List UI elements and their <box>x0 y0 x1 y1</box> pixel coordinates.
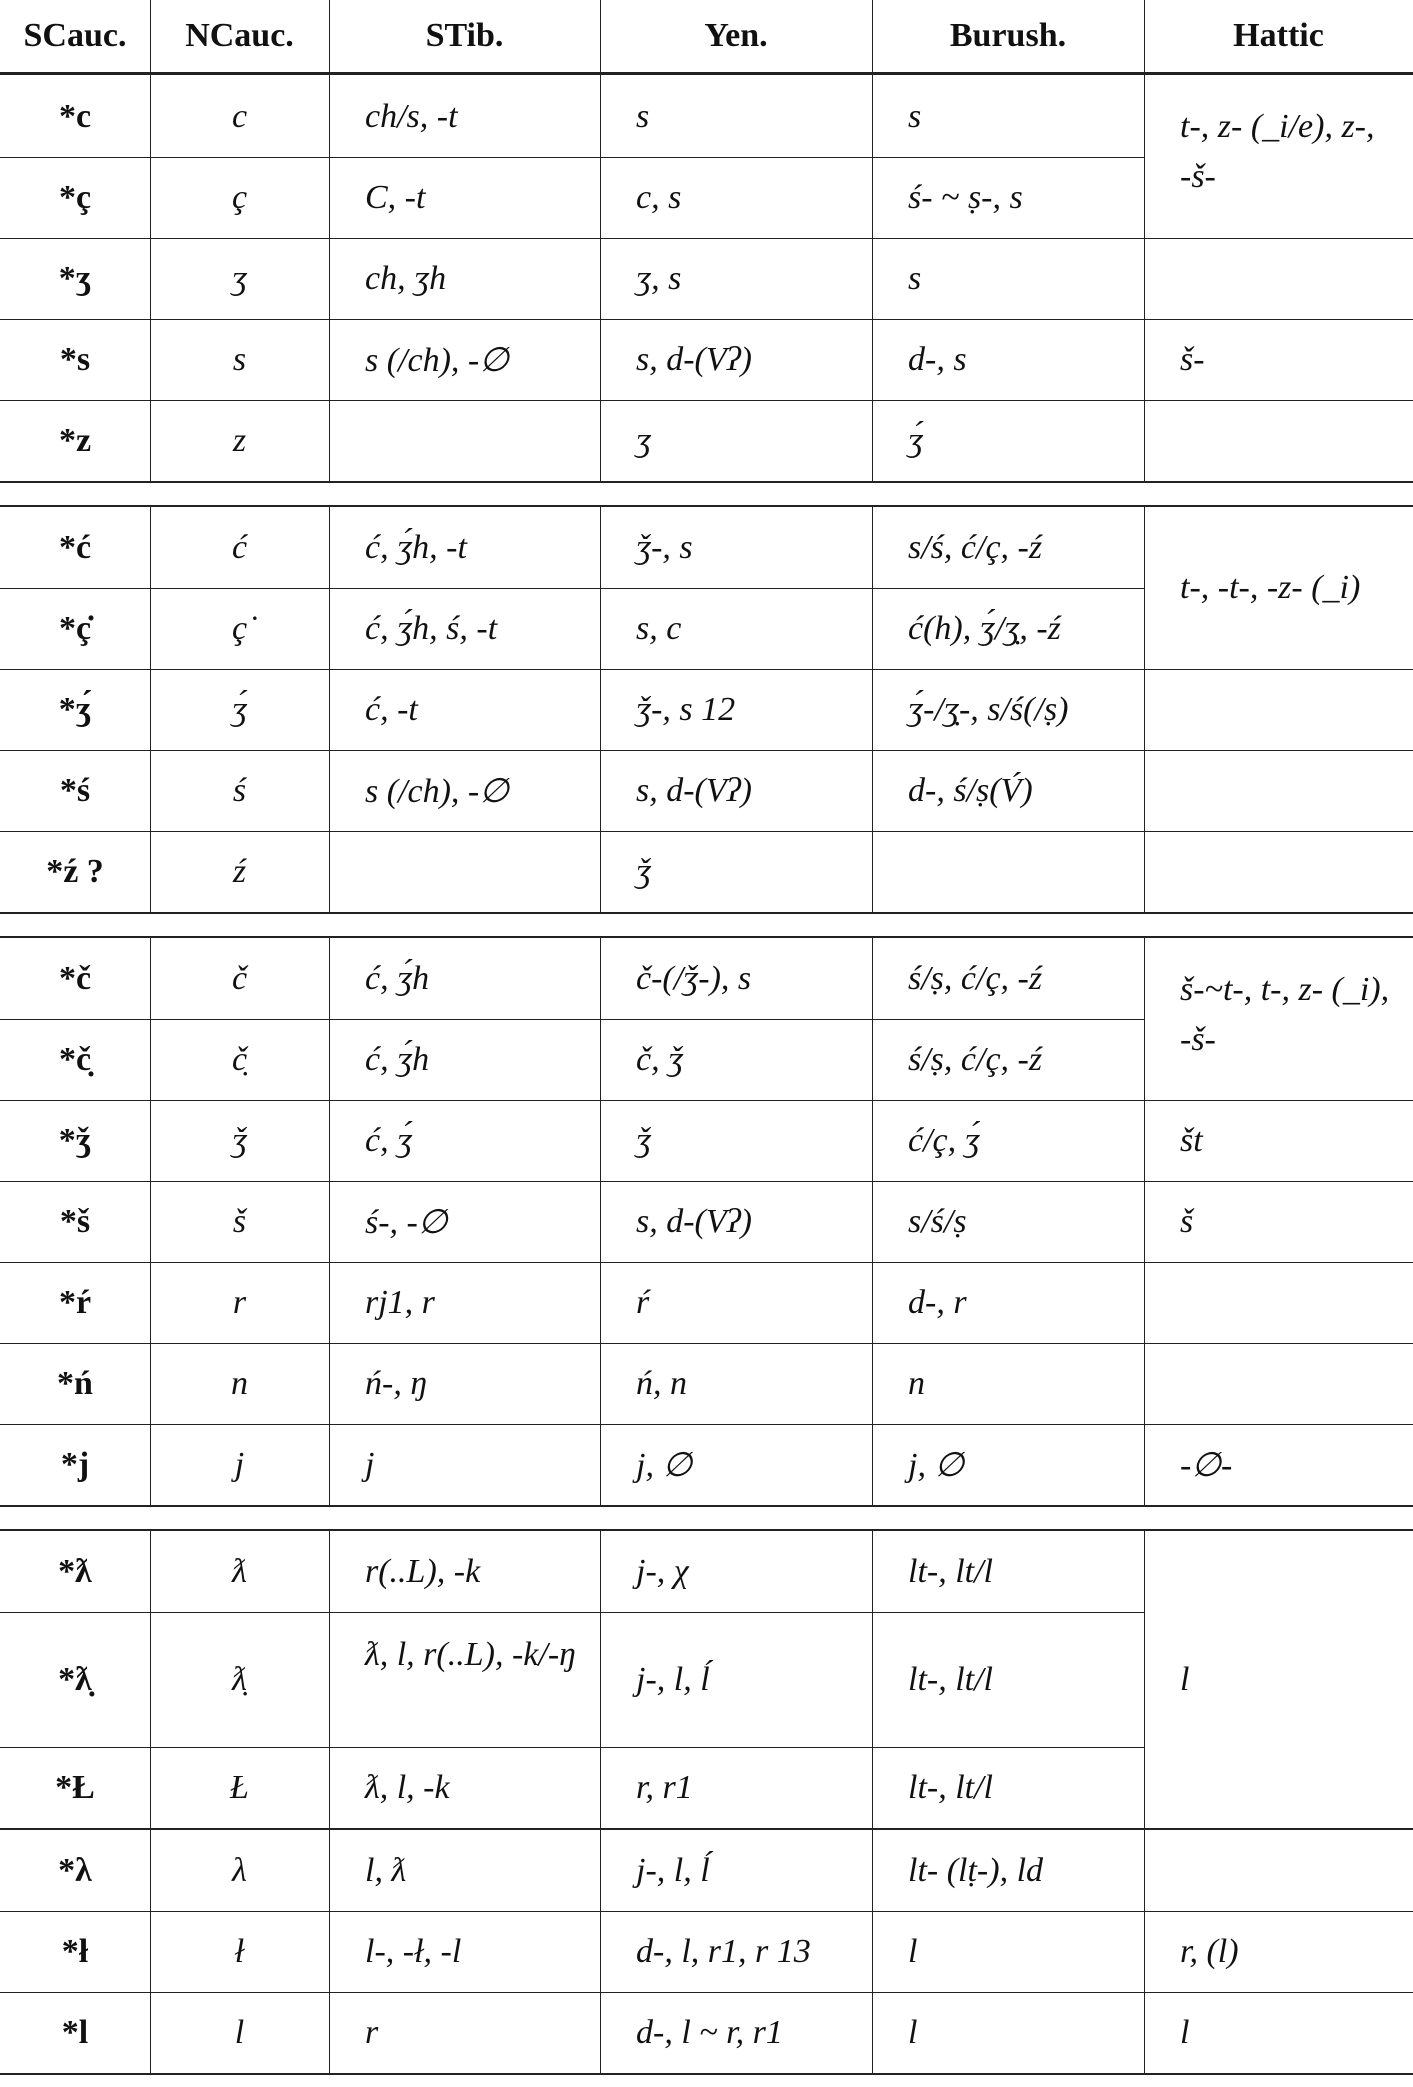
table-cell: s, d-(Vʔ) <box>636 772 752 809</box>
table-cell: s <box>232 341 247 378</box>
table-cell: š <box>232 1203 247 1240</box>
table-cell: j <box>365 1446 375 1483</box>
table-cell: lt- (lṭ-), ld <box>908 1851 1044 1889</box>
header-rule <box>0 72 1413 75</box>
table-cell: *l <box>61 2014 89 2051</box>
table-cell: *c <box>58 97 92 135</box>
table-cell: ʒ <box>636 422 652 459</box>
table-cell: ć, ʒ́h, -t <box>365 528 467 566</box>
table-cell-merged: t-, -t-, -z- (_i) <box>1180 569 1361 606</box>
table-cell: l <box>908 1933 918 1970</box>
table-cell: j-, l, ĺ <box>636 1661 710 1698</box>
table-cell: ź <box>232 853 247 890</box>
table-cell: ć/ç, ʒ́ <box>908 1122 980 1159</box>
table-cell: ʒ́-/ʒ̣-, s/ś(/ṣ) <box>908 691 1069 728</box>
table-cell: lt-, lt/l <box>908 1552 993 1590</box>
table-cell: ć(h), ʒ́/ʒ̣, -ź <box>908 610 1061 647</box>
column-divider <box>872 0 873 2074</box>
table-cell: ʒ́ <box>908 422 924 459</box>
table-cell: s/ś/ṣ <box>908 1203 967 1240</box>
table-cell: *č̣ <box>58 1041 92 1078</box>
table-cell: r, r1 <box>636 1769 693 1806</box>
table-cell: ç̇ <box>231 610 248 647</box>
table-cell: *z <box>58 422 92 459</box>
table-cell: ś/ṣ, ć/ç, -ź <box>908 1041 1043 1078</box>
table-cell: ŕ <box>636 1284 650 1321</box>
table-cell: *ʒ́ <box>58 691 92 728</box>
table-cell-merged: l <box>1180 1660 1190 1698</box>
table-cell: *ǯ <box>58 1122 92 1159</box>
table-cell-merged: t-, z- (_i/e), z-, -š- <box>1180 108 1375 195</box>
table-cell: ʒ, s <box>636 260 682 297</box>
table-cell: s (/ch), -∅ <box>365 342 509 379</box>
table-cell: ǯ <box>636 1122 652 1159</box>
table-cell: l-, -ł, -l <box>365 1933 462 1970</box>
table-cell: r <box>232 1284 247 1321</box>
header-burush: Burush. <box>949 17 1067 54</box>
table-cell: r, (l) <box>1180 1933 1239 1970</box>
table-cell: Ł <box>230 1769 249 1806</box>
table-cell: ƛ̣ <box>232 1661 247 1698</box>
table-cell: ć, ʒ́h <box>365 959 430 997</box>
table-cell: *ç̇ <box>58 610 92 647</box>
table-cell: lt-, lt/l <box>908 1769 993 1806</box>
table-cell: *ł <box>61 1933 89 1970</box>
table-cell: ƛ <box>232 1552 247 1590</box>
table-cell: ć, -t <box>365 691 418 728</box>
table-cell: *Ł <box>55 1769 95 1806</box>
table-cell: s/ś, ć/ç, -ź <box>908 528 1043 566</box>
table-cell: č-(/ǯ-), s <box>636 959 752 997</box>
table-cell: c <box>231 97 248 135</box>
table-cell: n <box>908 1365 925 1402</box>
table-cell: d-, l ~ r, r1 <box>636 2014 783 2051</box>
table-cell: ǯ-, s <box>636 528 693 566</box>
table-cell: *č <box>58 959 92 997</box>
table-cell: j, ∅ <box>636 1447 693 1484</box>
table-cell: j <box>234 1446 245 1483</box>
table-cell: ǯ-, s 12 <box>636 691 736 728</box>
table-cell: *λ <box>58 1851 92 1889</box>
table-cell: s, d-(Vʔ) <box>636 1203 752 1240</box>
table-cell: d-, s <box>908 341 967 378</box>
table-cell: s <box>636 97 650 135</box>
table-cell: *ç <box>58 179 92 216</box>
table-cell: ć, ʒ́ <box>365 1122 413 1159</box>
table-cell: č, ǯ <box>636 1041 684 1078</box>
table-cell: z <box>232 422 247 459</box>
table-cell: j-, χ <box>636 1552 689 1590</box>
table-cell: *j <box>60 1446 90 1483</box>
table-cell: *ń <box>57 1365 93 1402</box>
table-cell: ch, ʒh <box>365 260 447 297</box>
header-ncauc: NCauc. <box>185 17 294 54</box>
table-cell: *š <box>59 1203 91 1240</box>
header-scauc: SCauc. <box>23 17 127 54</box>
table-cell: ń-, ŋ <box>365 1365 427 1402</box>
table-cell: ǯ <box>636 853 652 890</box>
table-cell: l <box>908 2014 918 2051</box>
table-cell: r <box>365 2014 379 2051</box>
table-cell: c, s <box>636 179 682 216</box>
table-cell: s <box>908 260 922 297</box>
table-cell-merged: š-~t-, t-, z- (_i), -š- <box>1180 971 1390 1058</box>
table-cell: ś- ~ ṣ-, s <box>908 179 1023 216</box>
table-cell: *ƛ <box>58 1552 92 1590</box>
table-cell: j, ∅ <box>908 1447 965 1484</box>
table-cell: št <box>1180 1122 1203 1159</box>
table-cell: d-, l, r1, r 13 <box>636 1933 811 1970</box>
table-cell: ch/s, -t <box>365 97 458 135</box>
table-cell: d-, ś/ṣ(V́) <box>908 772 1033 809</box>
table-cell: rj1, r <box>365 1284 435 1321</box>
table-cell: j-, l, ĺ <box>636 1851 710 1889</box>
table-cell: l, ƛ <box>365 1851 407 1889</box>
table-cell: s <box>908 97 922 135</box>
column-divider <box>600 0 601 2074</box>
header-yen: Yen. <box>704 17 768 54</box>
table-cell: ń, n <box>636 1365 687 1402</box>
table-cell: lt-, lt/l <box>908 1661 993 1698</box>
table-cell: s (/ch), -∅ <box>365 773 509 810</box>
table-cell: ǯ <box>231 1122 248 1159</box>
table-cell: š <box>1180 1203 1194 1240</box>
table-cell: *s <box>59 341 91 378</box>
header-hattic: Hattic <box>1233 17 1324 54</box>
table-cell: *ƛ̣ <box>58 1661 92 1698</box>
table-cell: ç <box>231 179 248 216</box>
table-cell: l <box>1180 2014 1190 2051</box>
table-cell: C, -t <box>365 179 426 216</box>
table-cell: r(..L), -k <box>365 1552 481 1590</box>
table-cell: *ś <box>59 772 91 809</box>
table-cell: ś-, -∅ <box>365 1204 448 1241</box>
table-cell: λ <box>232 1851 247 1889</box>
column-divider <box>1144 0 1145 2074</box>
table-cell: d-, r <box>908 1284 967 1321</box>
table-cell: *ź ? <box>46 853 104 890</box>
table-cell: ć <box>231 528 248 566</box>
table-cell: ł <box>234 1933 245 1970</box>
column-divider <box>329 0 330 2074</box>
table-cell: ś/ṣ, ć/ç, -ź <box>908 959 1043 997</box>
table-cell: *ʒ <box>58 260 92 297</box>
table-cell: č <box>231 959 248 997</box>
table-cell: -∅- <box>1180 1447 1233 1484</box>
table-cell: ć, ʒ́h <box>365 1041 430 1078</box>
table-cell: l <box>234 2014 245 2051</box>
table-cell: n <box>231 1365 248 1402</box>
table-cell: š- <box>1180 341 1205 378</box>
table-cell: s, d-(Vʔ) <box>636 341 752 378</box>
table-cell: ʒ́ <box>231 691 248 728</box>
table-cell: ć, ʒ́h, ś, -t <box>365 610 498 647</box>
table-cell: s, c <box>636 610 682 647</box>
table-cell: ƛ, l, -k <box>365 1769 450 1806</box>
table-cell: ƛ, l, r(..L), -k/-ŋ <box>365 1636 576 1673</box>
table-cell: ʒ <box>231 260 248 297</box>
table-cell: *ć <box>58 528 92 566</box>
table-cell: ś <box>232 772 247 809</box>
table-cell: č̣ <box>231 1041 248 1078</box>
header-stib: STib. <box>425 17 504 54</box>
table-cell: *ŕ <box>58 1284 92 1321</box>
